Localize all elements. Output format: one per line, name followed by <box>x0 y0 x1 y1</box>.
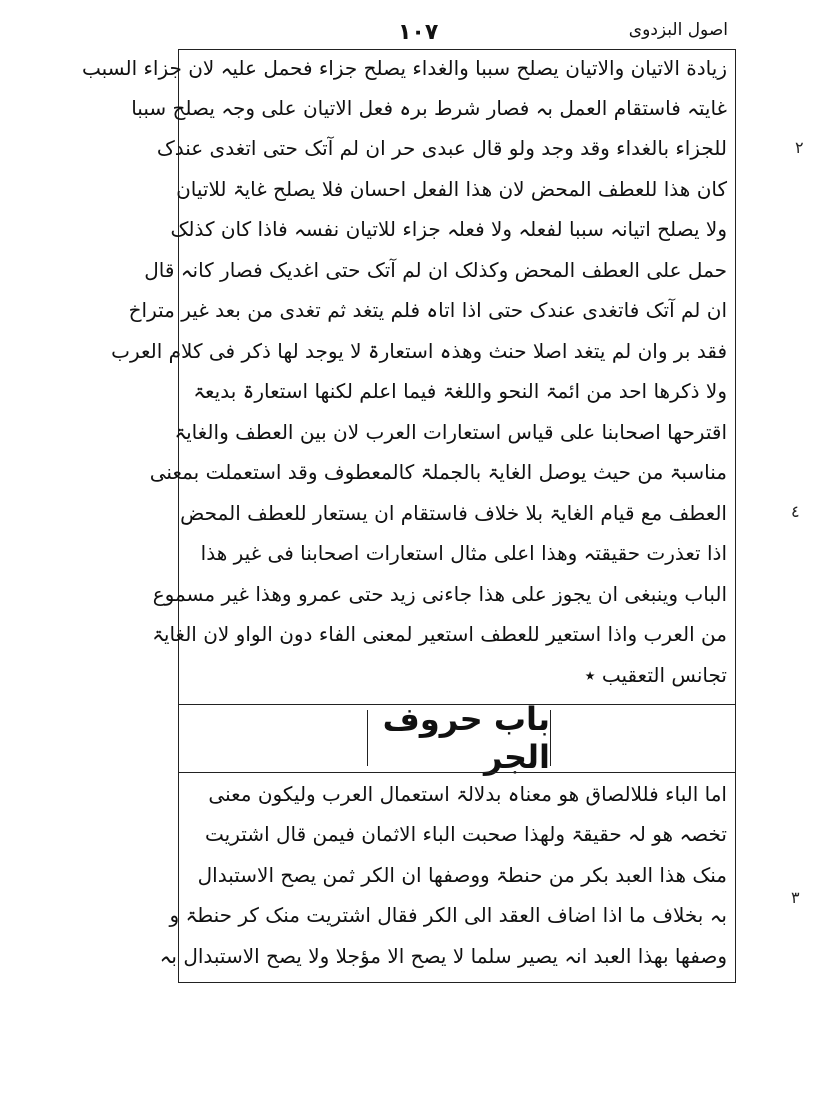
text-line: بہ بخلاف ما اذا اضاف العقد الی الکر فقال اشتریت منک کر حنطۃ و <box>169 903 727 927</box>
chapter-heading: باب حروف الجر <box>367 710 551 766</box>
margin-note-mark: ٢ <box>795 138 804 157</box>
margin-note-mark: ٣ <box>791 888 800 907</box>
text-line: اما الباء فللالصاق ھو معناہ بدلالۃ استعمال العرب ولیکون معنی <box>208 782 727 806</box>
text-line: کان ھذا للعطف المحض لان ھذا الفعل احسان فلا یصلح غایۃ للاتیان <box>176 177 727 201</box>
text-line: العطف مع قیام الغایۃ بلا خلاف فاستقام ان یستعار للعطف المحض <box>180 501 727 525</box>
text-line: ولا یصلح اتیانہ سببا لفعلہ ولا فعلہ جزاء للاتیان نفسہ فاذا کان کذلک <box>170 217 727 241</box>
divider-bottom <box>179 772 735 773</box>
text-line: مناسبۃ من حیث یوصل الغایۃ بالجملۃ کالمعطوف وقد استعملت بمعنی <box>149 460 727 484</box>
text-line: فقد بر وان لم یتغد اصلا حنث وھذہ استعارۃ لا یوجد لھا ذکر فی کلام العرب <box>111 339 727 363</box>
text-line: تخصہ ھو لہ حقیقۃ ولھذا صحبت الباء الاثمان فیمن قال اشتریت <box>205 822 727 846</box>
text-line: الباب وینبغی ان یجوز علی ھذا جاءنی زید حتی عمرو وھذا غیر مسموع <box>152 582 727 606</box>
text-line: اقترحھا اصحابنا علی قیاس استعارات العرب لان بین العطف والغایۃ <box>174 420 727 444</box>
chapter-heading-band <box>179 700 735 776</box>
text-line: ان لم آتک فاتغدی عندک حتی اذا اتاہ فلم یتغد ثم تغدی من بعد غیر متراخ <box>128 298 727 322</box>
text-line: ولا ذکرھا احد من ائمۃ النحو واللغۃ فیما اعلم لکنھا استعارۃ بدیعۃ <box>193 379 727 403</box>
page-number: ۱۰۷ <box>398 20 439 45</box>
running-title: اصول البزدوی <box>628 20 728 40</box>
text-line: حمل علی العطف المحض وکذلک ان لم آتک حتی اغدیک فصار کانہ قال <box>144 258 727 282</box>
text-line: غایتہ فاستقام العمل بہ فصار شرط برہ فعل الاتیان علی وجہ یصلح سببا <box>131 96 727 120</box>
text-line: منک ھذا العبد بکر من حنطۃ ووصفھا ان الکر ثمن یصح الاستبدال <box>197 863 727 887</box>
text-line: من العرب واذا استعیر للعطف استعیر لمعنی الفاء دون الواو لان الغایۃ <box>152 622 727 646</box>
text-line: زیادة الاتیان والاتیان یصلح سببا والغداء یصلح جزاء فحمل علیہ لان جزاء السبب <box>81 56 727 80</box>
margin-note-mark: ٤ <box>791 502 800 521</box>
text-frame <box>81 49 736 983</box>
text-line: للجزاء بالغداء وقد وجد ولو قال عبدی حر ان لم آتک حتی اتغدی عندک <box>156 136 727 160</box>
text-line: اذا تعذرت حقیقتہ وھذا اعلی مثال استعارات اصحابنا فی غیر ھذا <box>200 541 727 565</box>
text-line: وصفھا بھذا العبد انہ یصیر سلما لا یصح الا مؤجلا ولا یصح الاستبدال بہ <box>159 944 727 968</box>
text-line: تجانس التعقیب ٭ <box>584 663 727 687</box>
